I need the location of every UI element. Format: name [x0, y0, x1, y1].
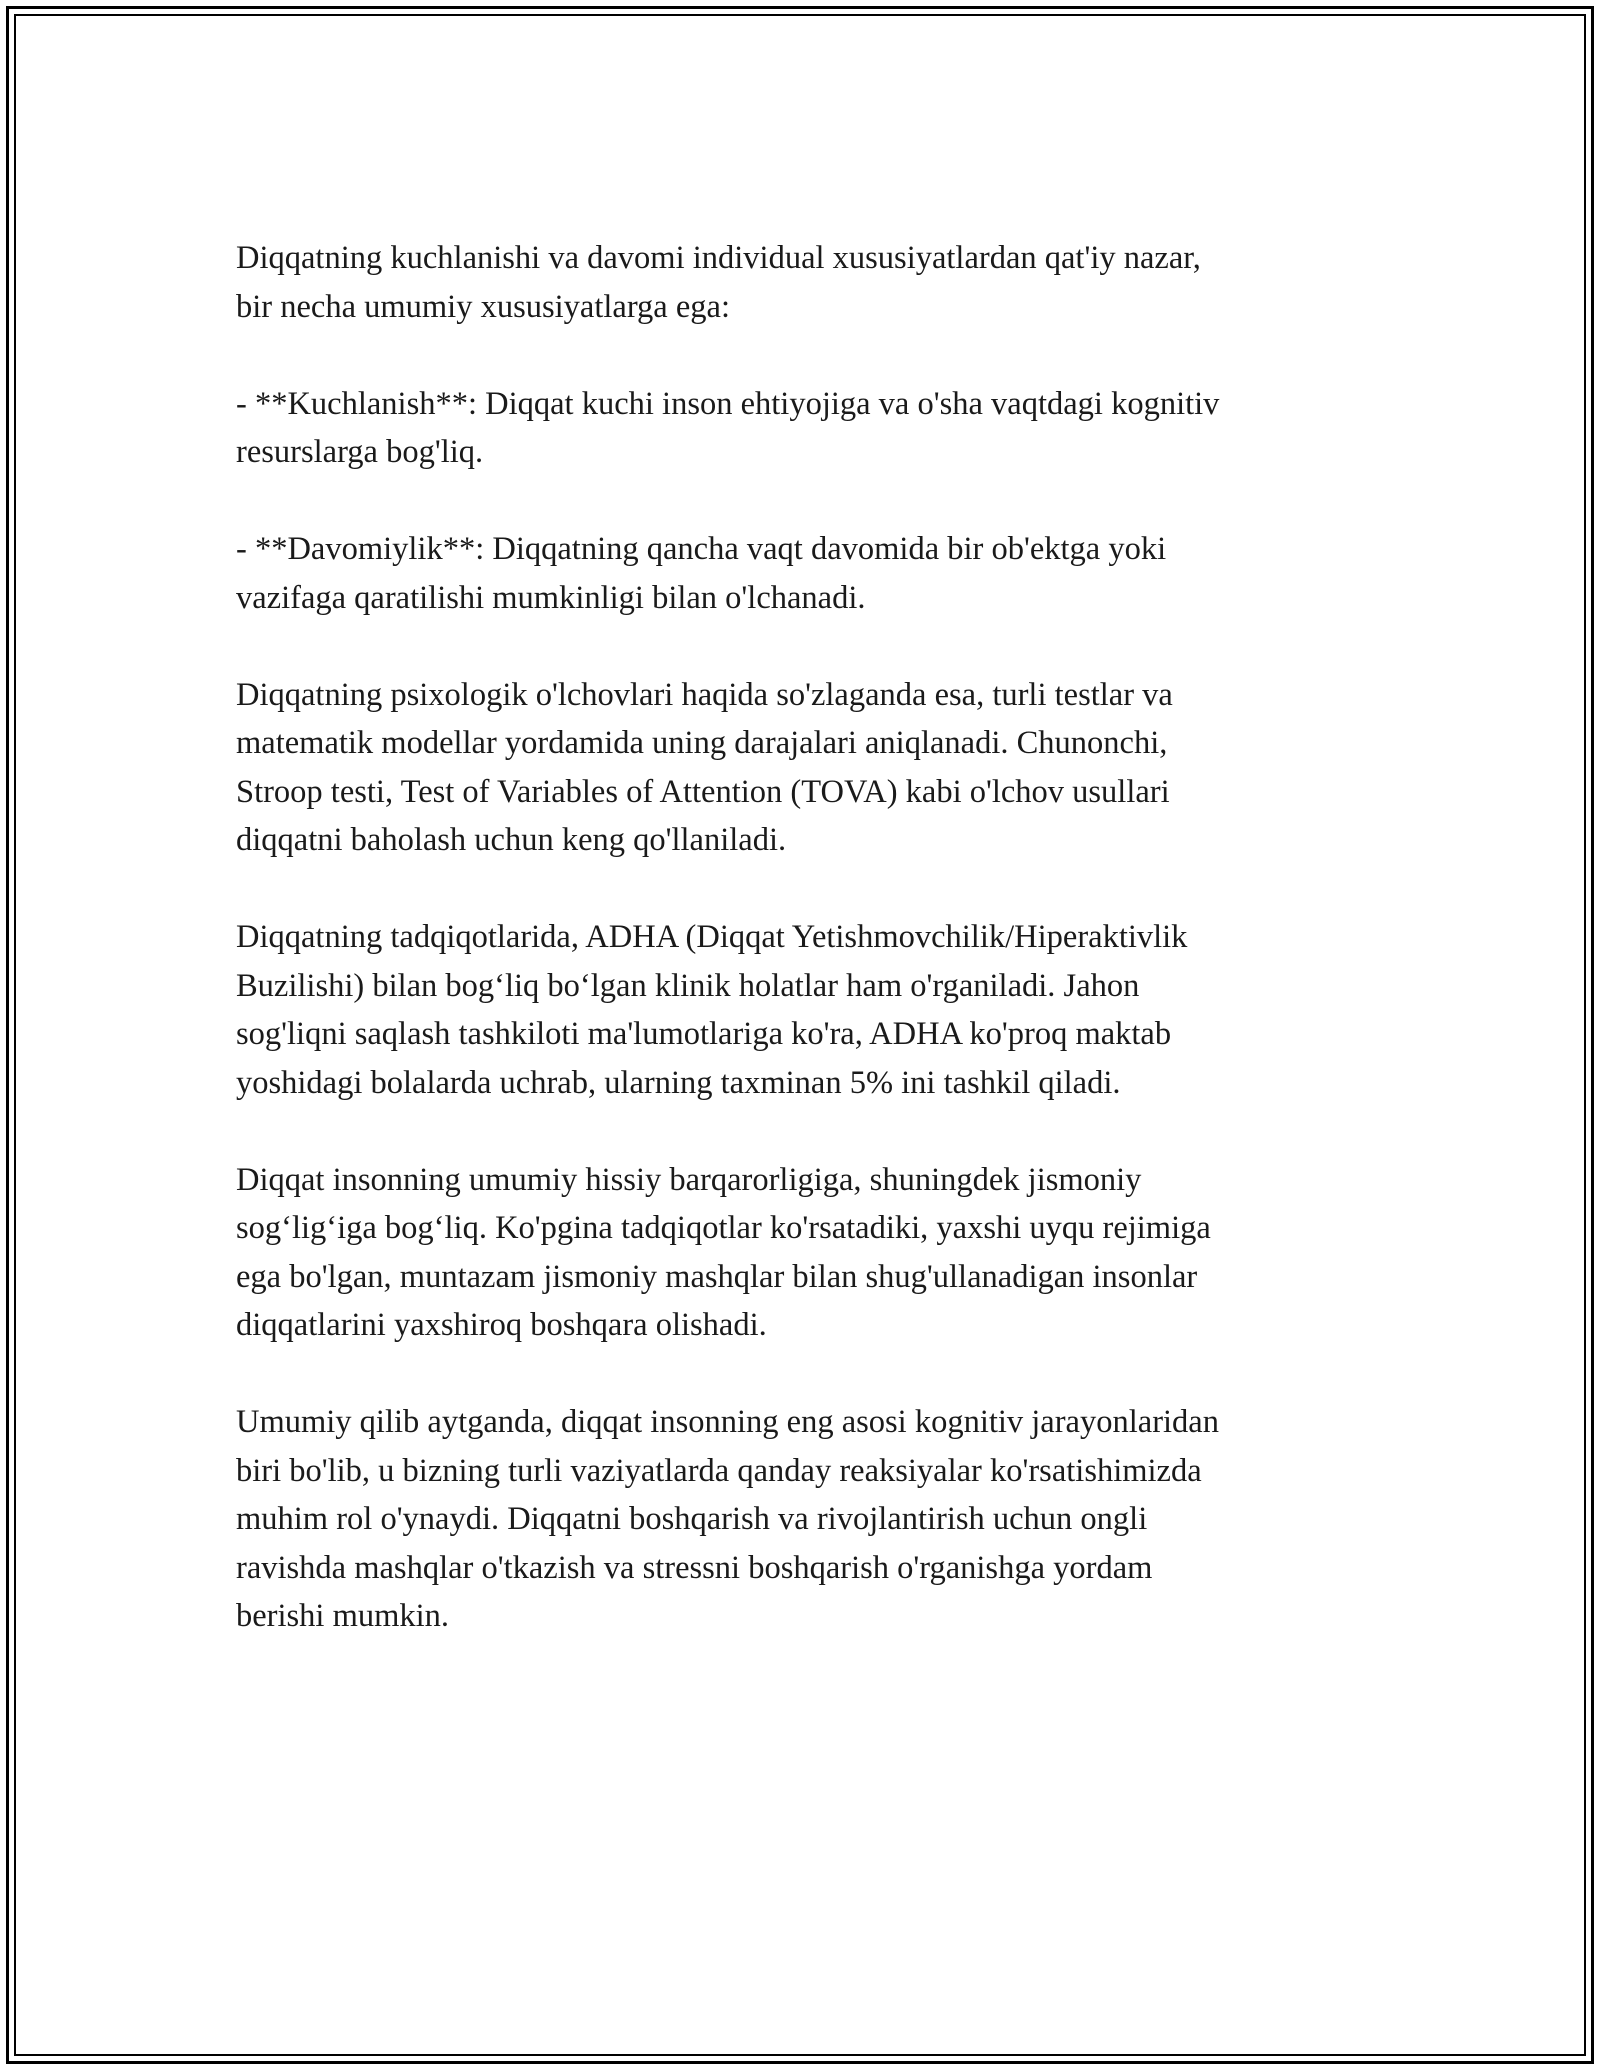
document-body: [236, 234, 1356, 1641]
paragraph-adha-research: Diqqatning tadqiqotlarida, ADHA (Diqqat Yetishmovchilik/Hiperaktivlik Buzilishi) bilan bog‘liq bo‘lgan klinik holatlar ham o'rganiladi. Jahon sog'liqni saqlash tashkiloti ma'lumotlariga ko'ra, ADHA ko'proq maktab yoshidagi bolalarda uchrab, ularning taxminan 5% ini tashkil qiladi.: [236, 919, 1188, 1101]
paragraph-intro: Diqqatning kuchlanishi va davomi individual xususiyatlardan qat'iy nazar, bir necha umumiy xususiyatlarga ega:: [236, 240, 1201, 325]
paragraph-health-factors: Diqqat insonning umumiy hissiy barqarorligiga, shuningdek jismoniy sog‘lig‘iga bog‘liq. Ko'pgina tadqiqotlar ko'rsatadiki, yaxshi uyqu rejimiga ega bo'lgan, muntazam jismoniy mashqlar bilan shug'ullanadigan insonlar diqqatlarini yaxshiroq boshqara olishadi.: [236, 1161, 1211, 1343]
paragraph-kuchlanish-item: - **Kuchlanish**: Diqqat kuchi inson ehtiyojiga va o'sha vaqtdagi kognitiv resurslarga bog'liq.: [236, 385, 1220, 470]
paragraph-conclusion: Umumiy qilib aytganda, diqqat insonning eng asosi kognitiv jarayonlaridan biri bo'lib, u bizning turli vaziyatlarda qanday reaksiyalar ko'rsatishimizda muhim rol o'ynaydi. Diqqatni boshqarish va rivojlantirish uchun ongli ravishda mashqlar o'tkazish va stressni boshqarish o'rganishga yordam berishi mumkin.: [236, 1404, 1219, 1634]
paragraph-davomiylik-item: - **Davomiylik**: Diqqatning qancha vaqt davomida bir ob'ektga yoki vazifaga qaratilishi mumkinligi bilan o'lchanadi.: [236, 531, 1167, 616]
paragraph-psychological-measures: Diqqatning psixologik o'lchovlari haqida so'zlaganda esa, turli testlar va matematik modellar yordamida uning darajalari aniqlanadi. Chunonchi, Stroop testi, Test of Variables of Attention (TOVA) kabi o'lchov usullari diqqatni baholash uchun keng qo'llaniladi.: [236, 676, 1173, 858]
